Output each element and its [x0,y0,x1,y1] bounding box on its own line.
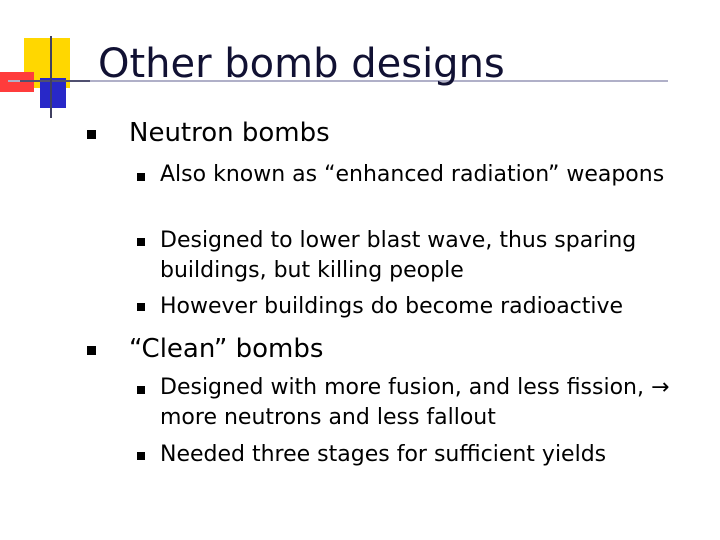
decorative-dark-line [20,80,90,82]
square-bullet-icon [137,386,145,394]
bullet-neutron-bombs: Neutron bombs [129,118,330,148]
square-bullet-icon [137,303,145,311]
sub-bullet-more-fusion: Designed with more fusion, and less fission, → more neutrons and less fallout [160,375,670,430]
sub-bullet-enhanced-radiation: Also known as “enhanced radiation” weapons [160,162,665,187]
bullet-clean-bombs: “Clean” bombs [129,334,324,364]
sub-bullet-radioactive: However buildings do become radioactive [160,294,624,319]
sub-bullet-lower-blast: Designed to lower blast wave, thus sparing buildings, but killing people [160,228,637,283]
decorative-blue-square [40,78,66,108]
decorative-vertical-line [50,36,52,118]
square-bullet-icon [137,238,145,246]
square-bullet-icon [87,346,96,355]
slide-title: Other bomb designs [98,41,505,87]
decorative-red-bar [0,72,34,92]
square-bullet-icon [87,130,96,139]
sub-bullet-three-stages: Needed three stages for sufficient yields [160,442,607,467]
square-bullet-icon [137,452,145,460]
square-bullet-icon [137,173,145,181]
